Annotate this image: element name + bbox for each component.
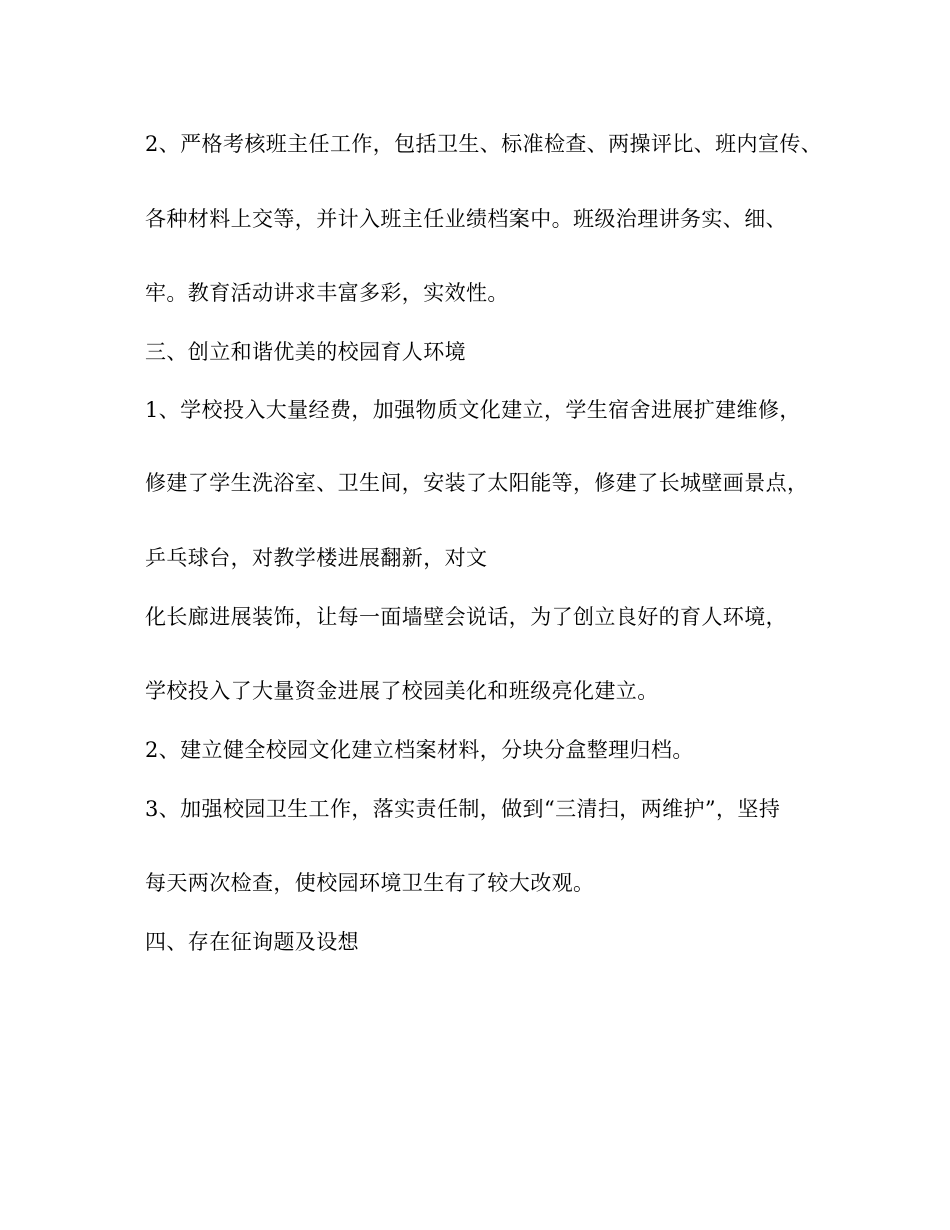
paragraph-line: 修建了学生洗浴室、卫生间，安装了太阳能等，修建了长城壁画景点， (145, 471, 809, 495)
paragraph-line: 各种材料上交等，并计入班主任业绩档案中。班级治理讲务实、细、 (145, 207, 787, 231)
paragraph-line: 化长廊进展装饰，让每一面墙壁会说话，为了创立良好的育人环境， (145, 605, 787, 629)
section-heading: 三、创立和谐优美的校园育人环境 (145, 340, 466, 364)
paragraph-line: 学校投入了大量资金进展了校园美化和班级亮化建立。 (145, 679, 659, 703)
section-heading: 四、存在征询题及设想 (145, 930, 359, 954)
paragraph-line: 乒乓球台，对教学楼进展翻新，对文 (145, 546, 488, 570)
paragraph-line: 3、加强校园卫生工作，落实责任制，做到“三清扫，两维护”，坚持 (145, 797, 781, 821)
paragraph-line: 2、严格考核班主任工作，包括卫生、标准检查、两操评比、班内宣传、 (145, 132, 823, 156)
paragraph-line: 1、学校投入大量经费，加强物质文化建立，学生宿舍进展扩建维修， (145, 398, 801, 422)
paragraph-line: 牢。教育活动讲求丰富多彩，实效性。 (145, 281, 509, 305)
paragraph-line: 2、建立健全校园文化建立档案材料，分块分盒整理归档。 (145, 738, 694, 762)
paragraph-line: 每天两次检查，使校园环境卫生有了较大改观。 (145, 871, 595, 895)
